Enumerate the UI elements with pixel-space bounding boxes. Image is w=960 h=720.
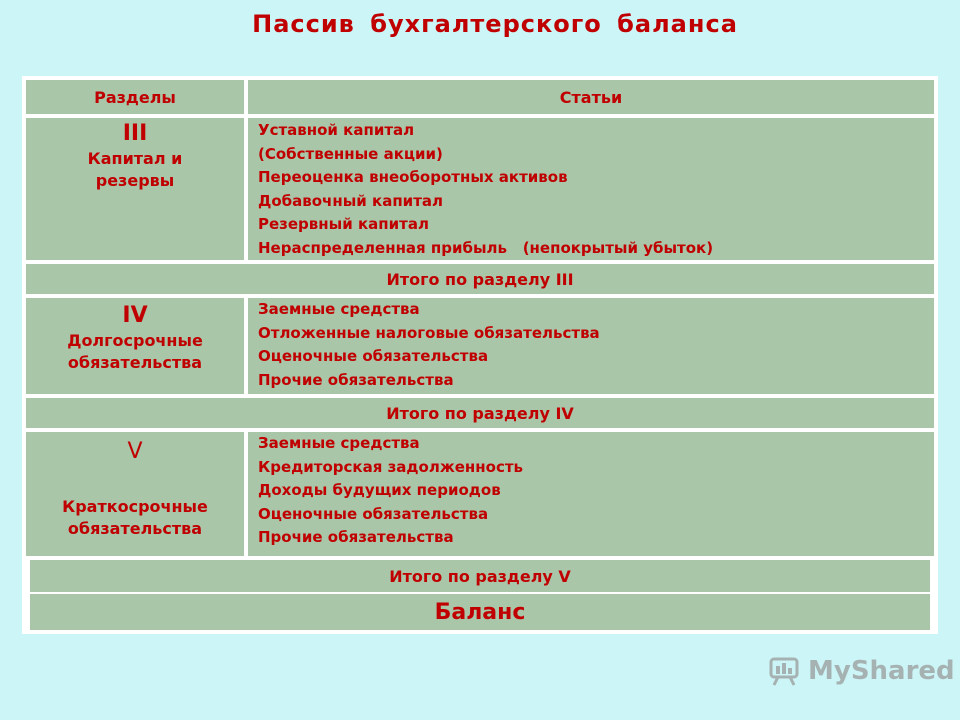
section-iv-total: Итого по разделу IV	[26, 398, 934, 428]
list-item: Добавочный капитал	[258, 191, 443, 210]
list-item: Доходы будущих периодов	[258, 481, 501, 499]
watermark-text: MyShared	[808, 656, 955, 686]
list-item: Нераспределенная прибыль (непокрытый убыток)	[258, 238, 714, 257]
list-item: Переоценка внеоборотных активов	[258, 168, 568, 186]
watermark-logo	[768, 656, 955, 686]
section-iv-number: IV	[122, 303, 148, 328]
section-v-cell	[26, 432, 244, 556]
balance-table	[22, 76, 938, 634]
section-v-total: Итого по разделу V	[30, 560, 930, 592]
section-iii-cell	[26, 118, 244, 260]
list-item: Заемные средства	[258, 300, 420, 318]
balance-row: Баланс	[30, 594, 930, 630]
list-item: Оценочные обязательства	[258, 347, 489, 365]
section-iii-total: Итого по разделу III	[26, 264, 934, 294]
section-v-number: V	[127, 439, 143, 464]
section-iv-cell	[26, 298, 244, 394]
page-title: Пассив бухгалтерского баланса	[252, 10, 738, 38]
list-item: Отложенные налоговые обязательства	[258, 323, 600, 342]
section-iv-items	[248, 298, 934, 394]
section-iv-name-line: Долгосрочные	[67, 331, 203, 350]
list-item: Заемные средства	[258, 434, 420, 452]
section-v-items	[248, 432, 934, 556]
section-iii-number: III	[122, 121, 148, 146]
list-item: (Собственные акции)	[258, 144, 443, 163]
section-iv-name-line: обязательства	[67, 353, 203, 372]
list-item: Прочие обязательства	[258, 370, 454, 389]
column-header-items: Статьи	[248, 80, 934, 114]
list-item: Оценочные обязательства	[258, 504, 489, 523]
list-item: Уставной капитал	[258, 121, 415, 139]
section-iii-name-line: резервы	[95, 171, 175, 190]
section-iii-items	[248, 118, 934, 260]
section-v-name-line: Краткосрочные	[62, 497, 208, 516]
section-iii-name-line: Капитал и	[87, 149, 183, 168]
list-item: Прочие обязательства	[258, 528, 454, 546]
presentation-board-icon	[768, 656, 802, 686]
list-item: Резервный капитал	[258, 215, 429, 233]
list-item: Кредиторская задолженность	[258, 457, 524, 476]
column-header-sections: Разделы	[26, 80, 244, 114]
section-v-name-line: обязательства	[67, 519, 203, 538]
